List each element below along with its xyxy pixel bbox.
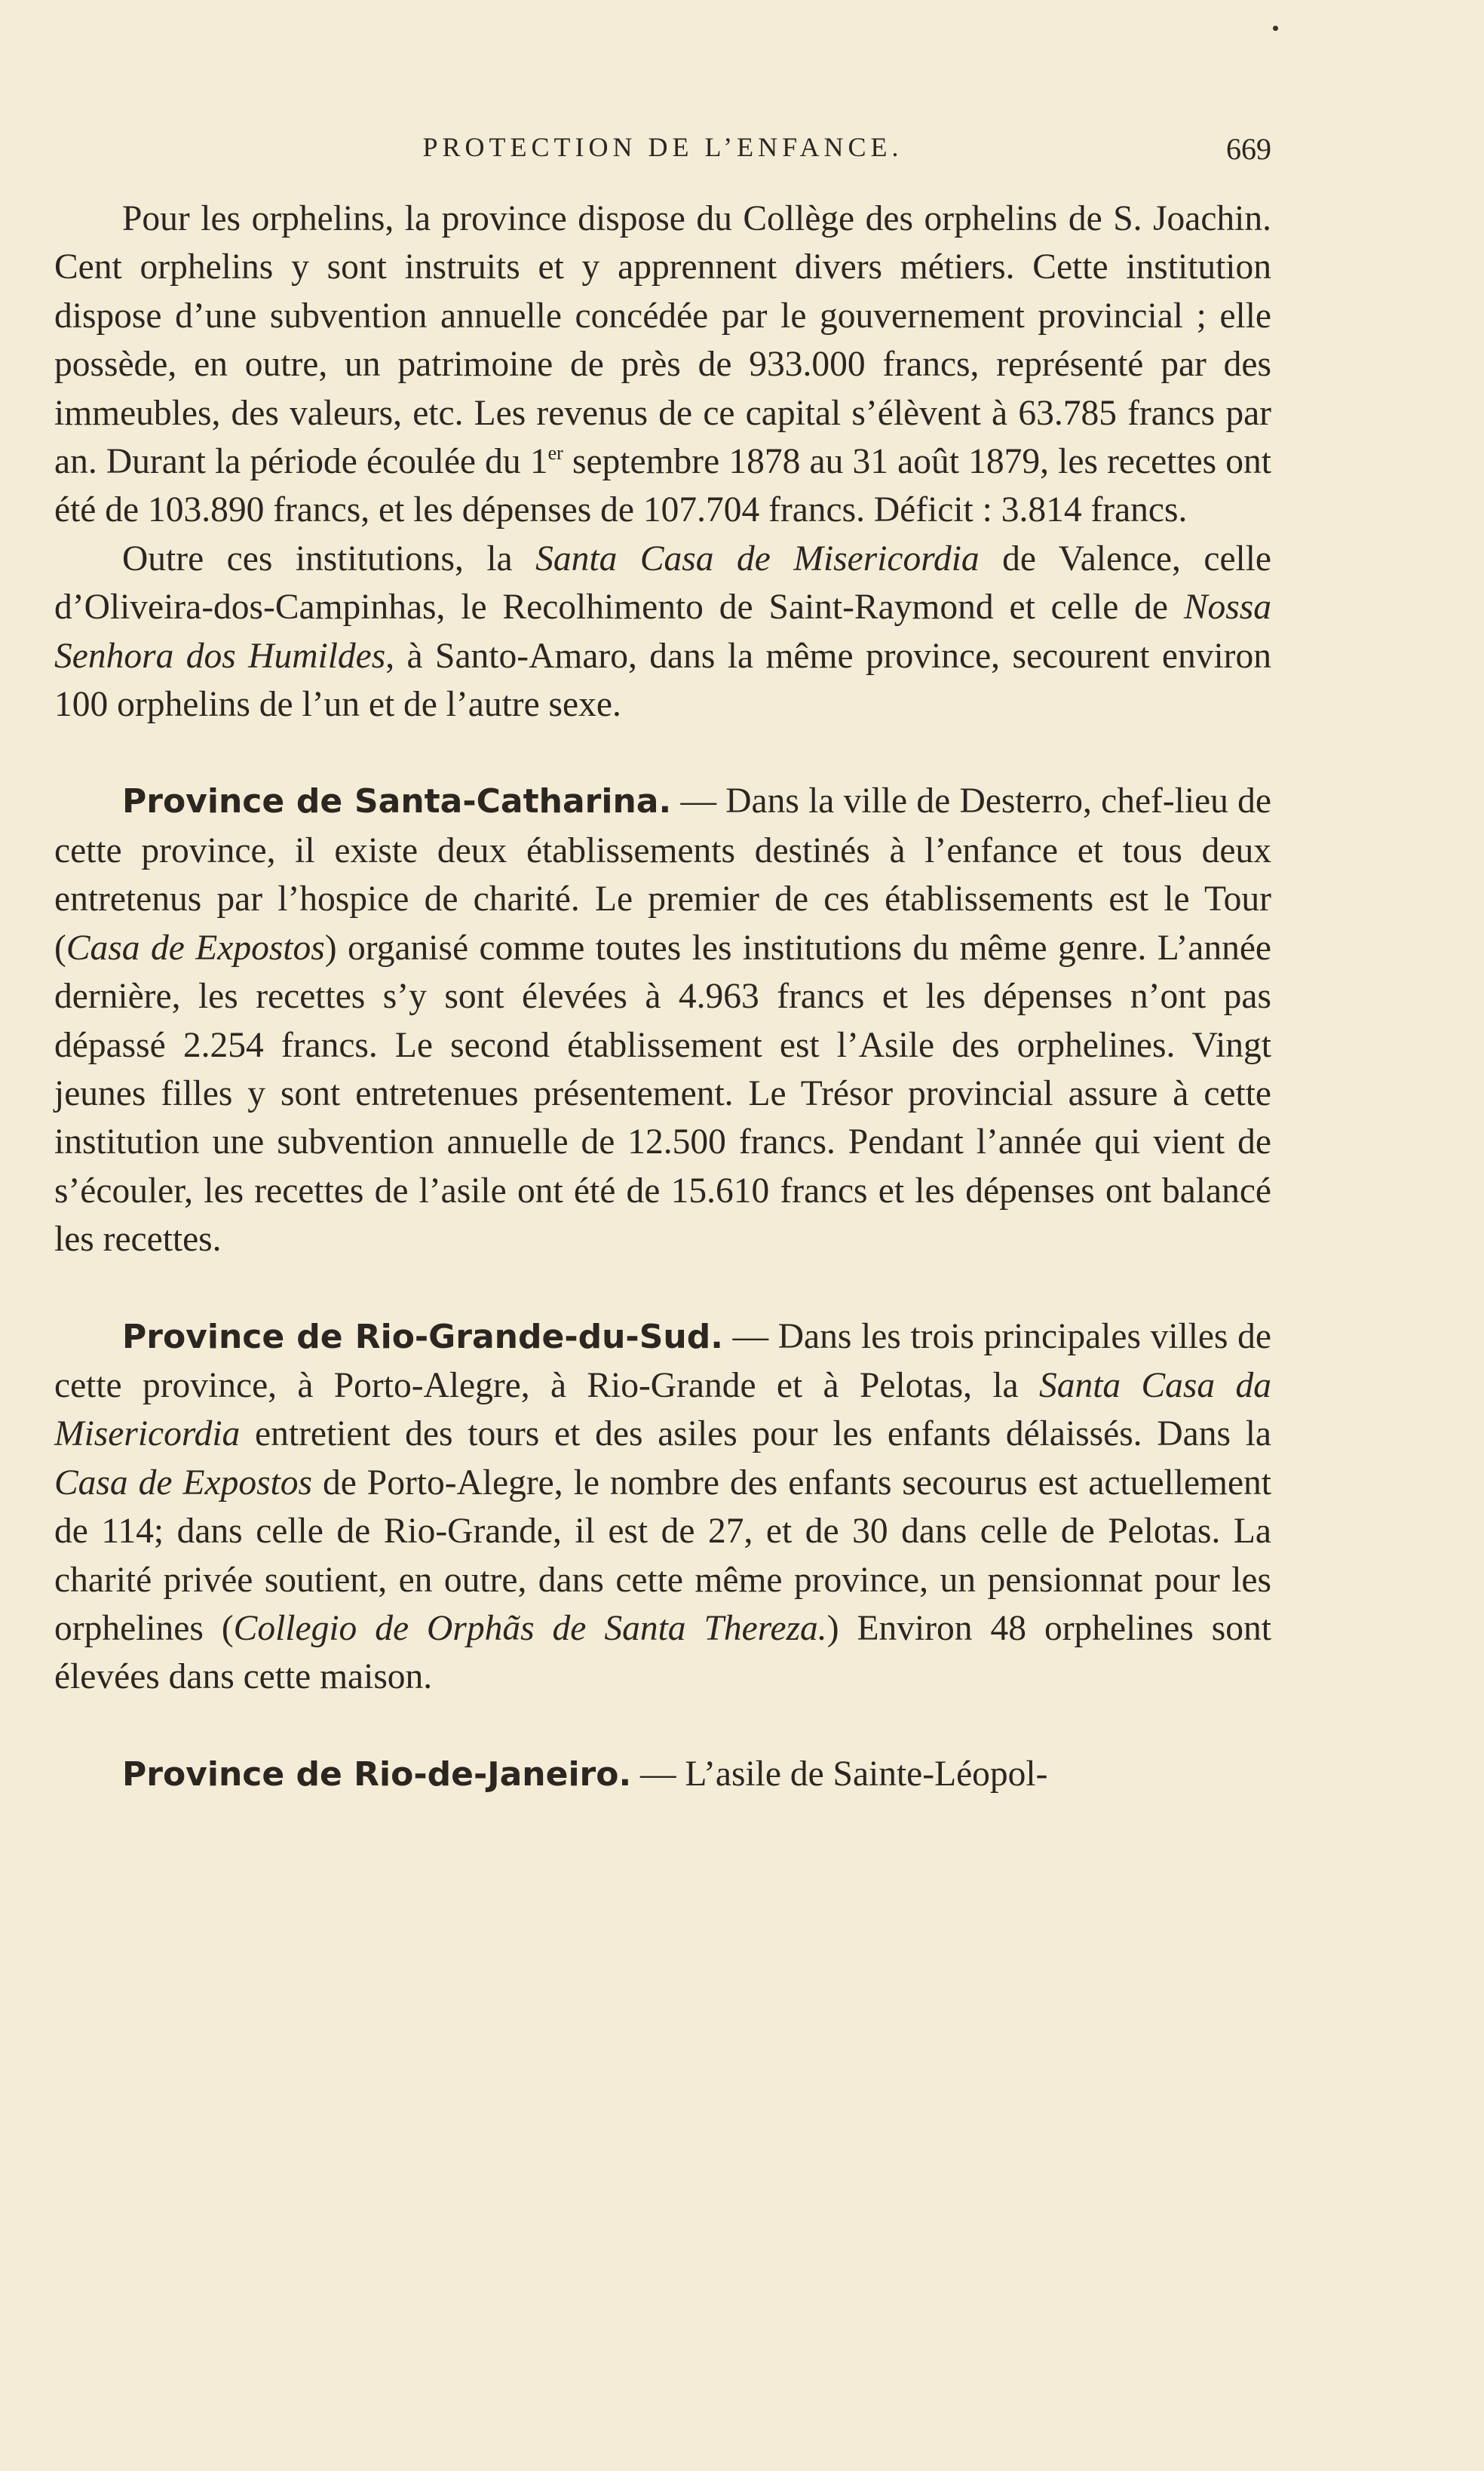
paragraph-text: ) organisé comme toutes les institutions du même genre. L’année dernière, les recettes s’y sont élevées à 4.963 francs et les dépenses n’ont pas dépassé 2.254 francs. Le second établissement est l’Asile des orphelines. Vingt jeunes filles y sont entretenues présentement. Le Trésor provincial assure à cette institution une subvention annuelle de 12.500 francs. Pendant l’année qui vient de s’écouler, les recettes de l’asile ont été de 15.610 francs et les dépenses ont balancé les recettes. bbox=[54, 928, 1272, 1260]
paragraph-text: de Porto-Alegre, le nombre des enfants secourus est actuellement de 114; dans celle de Rio-Grande, il est de 27, et de 30 dans celle de Pelotas. La charité privée soutient, en outre, dans cette même province, un pensionnat pour les orphelines ( bbox=[54, 1463, 1272, 1648]
running-title: PROTECTION DE L’ENFANCE. bbox=[422, 132, 903, 162]
paragraph-text: ) Environ 48 orphelines sont élevées dans cette maison. bbox=[54, 1608, 1271, 1697]
paragraph-orphans-college bbox=[54, 195, 1271, 535]
section-heading: Province de Rio-Grande-du-Sud. bbox=[122, 1317, 723, 1356]
italic-institution-name: Casa de Expostos bbox=[66, 928, 325, 968]
superscript-ordinal: er bbox=[547, 442, 563, 465]
italic-institution-name: Santa Casa de Misericordia bbox=[535, 539, 980, 579]
italic-institution-name: Santa Casa da Misericordia bbox=[54, 1365, 1271, 1454]
paragraph-text: de Valence, celle d’Oliveira-dos-Campinhas, le Recolhimento de Saint-Raymond et celle de bbox=[54, 539, 1271, 628]
italic-institution-name: Collegio de Orphãs de Santa Thereza. bbox=[233, 1608, 827, 1648]
paragraph-text: septembre 1878 au 31 août 1879, les recettes ont été de 103.890 francs, et les dépenses de 107.704 francs. Déficit : 3.814 francs. bbox=[54, 442, 1271, 530]
paragraph-text: Outre ces institutions, la bbox=[122, 539, 536, 579]
section-heading: Province de Rio-de-Janeiro. bbox=[122, 1754, 632, 1794]
paragraph-other-institutions bbox=[54, 535, 1271, 729]
paragraph-text: — Dans la ville de Desterro, chef-lieu de cette province, il existe deux établissements destinés à l’enfance et tous deux entretenus par l’hospice de charité. Le premier de ces établissements est le Tour ( bbox=[54, 781, 1271, 968]
ink-speck bbox=[1273, 26, 1278, 31]
section-heading: Province de Santa-Catharina. bbox=[122, 782, 672, 821]
running-head bbox=[54, 131, 1271, 176]
text-block bbox=[54, 195, 1271, 1799]
paragraph-text: , à Santo-Amaro, dans la même province, secourent environ 100 orphelins de l’un et de l’autre sexe. bbox=[54, 636, 1271, 725]
paragraph-text: entretient des tours et des asiles pour les enfants délaissés. Dans la bbox=[240, 1414, 1271, 1454]
paragraph-text: — Dans les trois principales villes de cette province, à Porto-Alegre, à Rio-Grande et à Pelotas, la bbox=[54, 1316, 1271, 1405]
paragraph-text: Pour les orphelins, la province dispose du Collège des orphelins de S. Joachin. Cent orphelins y sont instruits et y apprennent divers métiers. Cette institution dispose d’une subvention annuelle concédée par le gouvernement provincial ; elle possède, en outre, un patrimoine de près de 933.000 francs, représenté par des immeubles, des valeurs, etc. Les revenus de ce capital s’élèvent à 63.785 francs par an. Durant la période écoulée du 1 bbox=[54, 199, 1271, 482]
paragraph-rio-grande-du-sud bbox=[54, 1312, 1271, 1702]
page-number: 669 bbox=[1226, 132, 1271, 166]
paragraph-rio-de-janeiro bbox=[54, 1750, 1271, 1799]
paragraph-santa-catharina bbox=[54, 777, 1271, 1263]
paragraph-text: — L’asile de Sainte-Léopol- bbox=[631, 1754, 1048, 1794]
italic-institution-name: Casa de Expostos bbox=[54, 1463, 312, 1503]
italic-institution-name: Nossa Senhora dos Humildes bbox=[54, 588, 1271, 676]
